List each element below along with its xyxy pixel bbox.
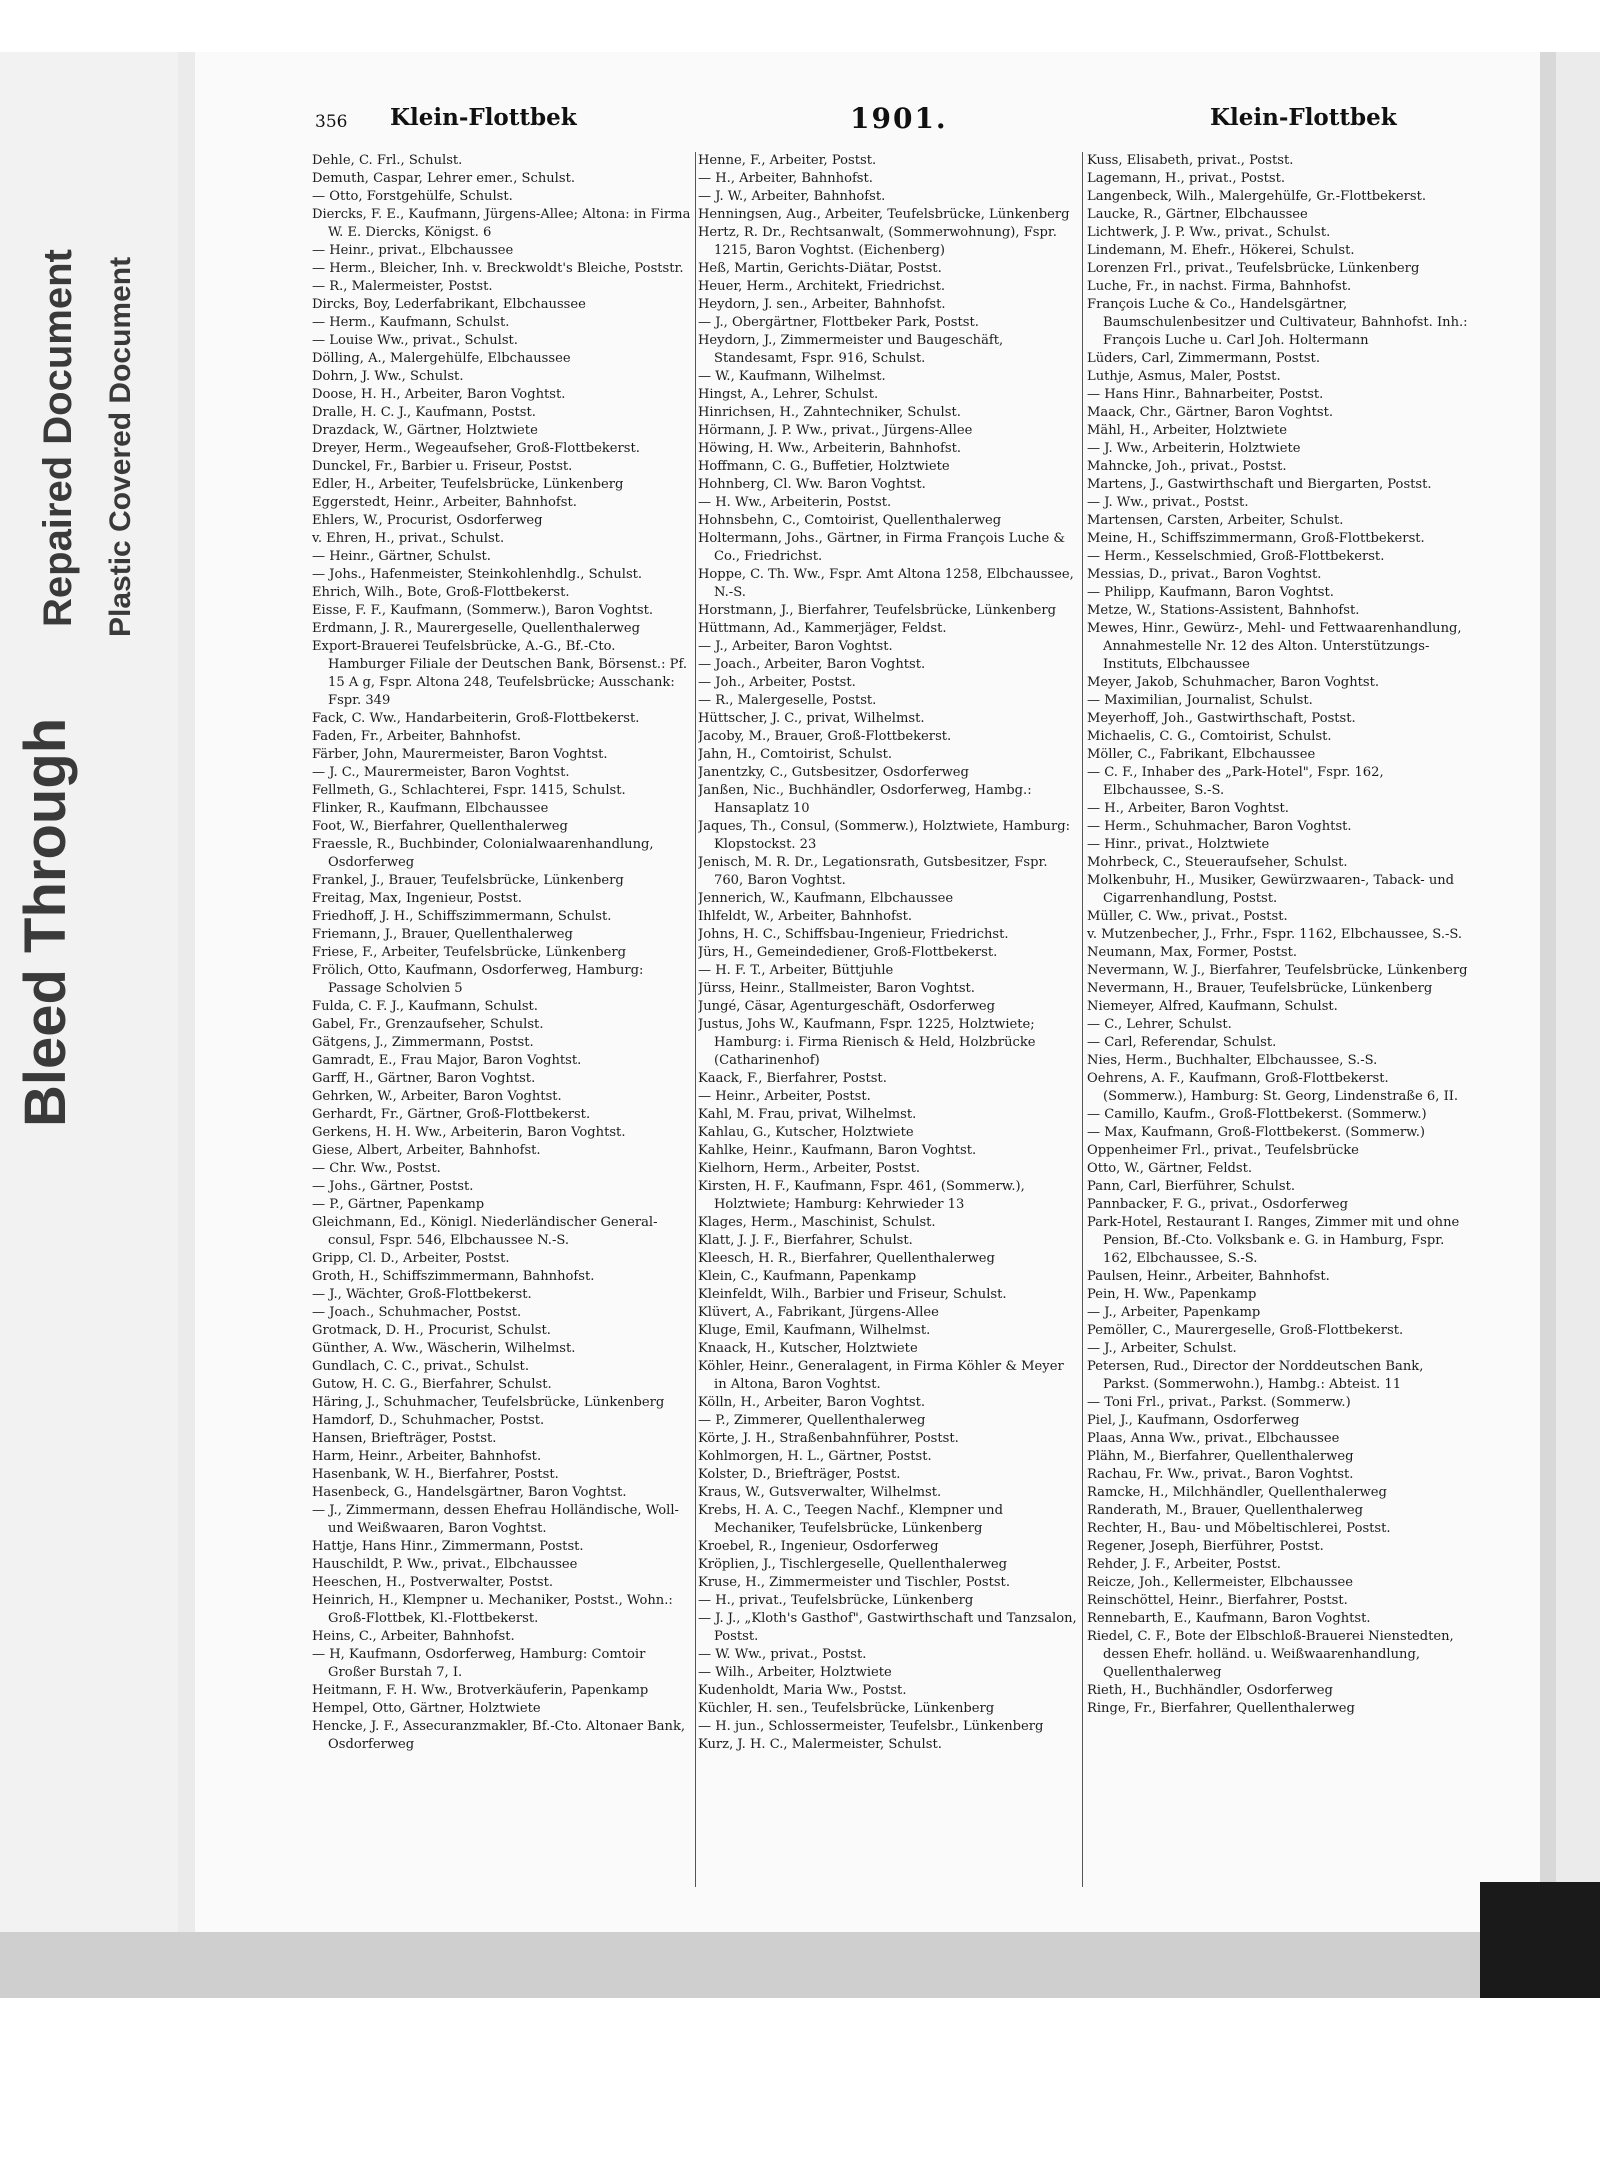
directory-entry: Hasenbank, W. H., Bierfahrer, Postst. — [312, 1467, 559, 1482]
directory-entry: Fraessle, R., Buchbinder, Colonialwaarenhandlung, Osdorferweg — [312, 837, 654, 870]
bottom-band — [0, 1932, 1600, 1998]
directory-entry: Diercks, F. E., Kaufmann, Jürgens-Allee; Altona: in Firma W. E. Diercks, Königst. 6 — [312, 207, 691, 240]
directory-entry: Friese, F., Arbeiter, Teufelsbrücke, Lünkenberg — [312, 945, 627, 960]
directory-entry: — Camillo, Kaufm., Groß-Flottbekerst. (Sommerw.) — [1087, 1107, 1427, 1122]
directory-entry: Kleinfeldt, Wilh., Barbier und Friseur, Schulst. — [698, 1287, 1007, 1302]
directory-entry: Reicze, Joh., Kellermeister, Elbchaussee — [1087, 1575, 1354, 1590]
directory-entry: Fack, C. Ww., Handarbeiterin, Groß-Flottbekerst. — [312, 711, 640, 726]
repaired-document-label: Repaired Document — [36, 249, 80, 627]
scan-background — [0, 52, 1600, 1998]
directory-entry: — J. J., „Kloth's Gasthof", Gastwirthschaft und Tanzsalon, Postst. — [698, 1611, 1077, 1644]
directory-entry: Neumann, Max, Former, Postst. — [1087, 945, 1298, 960]
directory-entry: Kaack, F., Bierfahrer, Postst. — [698, 1071, 887, 1086]
directory-entry: Mewes, Hinr., Gewürz-, Mehl- und Fettwaarenhandlung, Annahmestelle Nr. 12 des Alton. Unterstützungs-Instituts, Elbchaussee — [1087, 621, 1462, 672]
directory-entry: Hempel, Otto, Gärtner, Holztwiete — [312, 1701, 541, 1716]
directory-entry: Mähl, H., Arbeiter, Holztwiete — [1087, 423, 1288, 438]
directory-entry: — Carl, Referendar, Schulst. — [1087, 1035, 1277, 1050]
directory-entry: — W., Kaufmann, Wilhelmst. — [698, 369, 886, 384]
directory-entry: — R., Malergeselle, Postst. — [698, 693, 877, 708]
directory-entry: — Joach., Schuhmacher, Postst. — [312, 1305, 522, 1320]
directory-entry: — Herm., Kaufmann, Schulst. — [312, 315, 510, 330]
directory-entry: — Joach., Arbeiter, Baron Voghtst. — [698, 657, 926, 672]
directory-entry: Dölling, A., Malergehülfe, Elbchaussee — [312, 351, 571, 366]
header-left-title: Klein-Flottbek — [390, 104, 577, 131]
directory-entry: Janentzky, C., Gutsbesitzer, Osdorferweg — [698, 765, 969, 780]
directory-entry: Heß, Martin, Gerichts-Diätar, Postst. — [698, 261, 942, 276]
directory-entry: — Wilh., Arbeiter, Holztwiete — [698, 1665, 892, 1680]
directory-entry: Hansen, Briefträger, Postst. — [312, 1431, 497, 1446]
directory-entry: Dehle, C. Frl., Schulst. — [312, 153, 463, 168]
directory-entry: Kluge, Emil, Kaufmann, Wilhelmst. — [698, 1323, 931, 1338]
directory-entry: — P., Zimmerer, Quellenthalerweg — [698, 1413, 926, 1428]
directory-entry: Lorenzen Frl., privat., Teufelsbrücke, Lünkenberg — [1087, 261, 1420, 276]
directory-entry: Dohrn, J. Ww., Schulst. — [312, 369, 464, 384]
directory-entry: Luthje, Asmus, Maler, Postst. — [1087, 369, 1281, 384]
directory-entry: Heydorn, J. sen., Arbeiter, Bahnhofst. — [698, 297, 946, 312]
directory-entry: Plähn, M., Bierfahrer, Quellenthalerweg — [1087, 1449, 1354, 1464]
directory-entry: — J. Ww., privat., Postst. — [1087, 495, 1249, 510]
directory-entry: Edler, H., Arbeiter, Teufelsbrücke, Lünkenberg — [312, 477, 624, 492]
directory-entry: Klein, C., Kaufmann, Papenkamp — [698, 1269, 917, 1284]
directory-entry: Jungé, Cäsar, Agenturgeschäft, Osdorferweg — [698, 999, 996, 1014]
directory-entry: Garff, H., Gärtner, Baron Voghtst. — [312, 1071, 536, 1086]
directory-entry: — J. W., Arbeiter, Bahnhofst. — [698, 189, 886, 204]
directory-entry: Gundlach, C. C., privat., Schulst. — [312, 1359, 529, 1374]
directory-entry: — H. F. T., Arbeiter, Büttjuhle — [698, 963, 894, 978]
directory-entry: — Heinr., privat., Elbchaussee — [312, 243, 514, 258]
directory-entry: Kroebel, R., Ingenieur, Osdorferweg — [698, 1539, 939, 1554]
label-strip — [0, 52, 178, 1998]
directory-entry: Pemöller, C., Maurergeselle, Groß-Flottbekerst. — [1087, 1323, 1404, 1338]
directory-entry: Lüders, Carl, Zimmermann, Postst. — [1087, 351, 1320, 366]
directory-entry: Heitmann, F. H. Ww., Brotverkäuferin, Papenkamp — [312, 1683, 649, 1698]
directory-entry: Luche, Fr., in nachst. Firma, Bahnhofst. — [1087, 279, 1352, 294]
directory-entry: Rachau, Fr. Ww., privat., Baron Voghtst. — [1087, 1467, 1354, 1482]
directory-column-2 — [698, 152, 1080, 1887]
directory-entry: Färber, John, Maurermeister, Baron Voghtst. — [312, 747, 608, 762]
directory-entry: Molkenbuhr, H., Musiker, Gewürzwaaren-, Taback- und Cigarrenhandlung, Postst. — [1087, 873, 1455, 906]
page-header — [315, 102, 1405, 150]
directory-entry: Petersen, Rud., Director der Norddeutschen Bank, Parkst. (Sommerwohn.), Hambg.: Abteist. 11 — [1087, 1359, 1424, 1392]
directory-entry: Kölln, H., Arbeiter, Baron Voghtst. — [698, 1395, 926, 1410]
directory-entry: Hörmann, J. P. Ww., privat., Jürgens-Allee — [698, 423, 973, 438]
directory-entry: — Toni Frl., privat., Parkst. (Sommerw.) — [1087, 1395, 1351, 1410]
directory-entry: Jaques, Th., Consul, (Sommerw.), Holztwiete, Hamburg: Klopstockst. 23 — [698, 819, 1071, 852]
directory-entry: Nevermann, H., Brauer, Teufelsbrücke, Lünkenberg — [1087, 981, 1433, 996]
directory-entry: Kraus, W., Gutsverwalter, Wilhelmst. — [698, 1485, 942, 1500]
directory-entry: Friedhoff, J. H., Schiffszimmermann, Schulst. — [312, 909, 612, 924]
directory-entry: Freitag, Max, Ingenieur, Postst. — [312, 891, 522, 906]
directory-entry: Möller, C., Fabrikant, Elbchaussee — [1087, 747, 1316, 762]
directory-entry: Jennerich, W., Kaufmann, Elbchaussee — [698, 891, 954, 906]
directory-entry: Gleichmann, Ed., Königl. Niederländischer General-consul, Fspr. 546, Elbchaussee N.-S. — [312, 1215, 658, 1248]
page-number: 356 — [315, 112, 348, 132]
directory-entry: Gripp, Cl. D., Arbeiter, Postst. — [312, 1251, 510, 1266]
directory-entry: Ringe, Fr., Bierfahrer, Quellenthalerweg — [1087, 1701, 1355, 1716]
directory-entry: Demuth, Caspar, Lehrer emer., Schulst. — [312, 171, 576, 186]
directory-entry: Hencke, J. F., Assecuranzmakler, Bf.-Cto. Altonaer Bank, Osdorferweg — [312, 1719, 686, 1752]
directory-entry: Pannbacker, F. G., privat., Osdorferweg — [1087, 1197, 1349, 1212]
directory-entry: Reinschöttel, Heinr., Bierfahrer, Postst. — [1087, 1593, 1348, 1608]
directory-entry: Dralle, H. C. J., Kaufmann, Postst. — [312, 405, 536, 420]
directory-entry: — C. F., Inhaber des „Park-Hotel", Fspr. 162, Elbchaussee, S.-S. — [1087, 765, 1384, 798]
directory-entry: Heinrich, H., Klempner u. Mechaniker, Postst., Wohn.: Groß-Flottbek, Kl.-Flottbekerst. — [312, 1593, 673, 1626]
directory-entry: Müller, C. Ww., privat., Postst. — [1087, 909, 1288, 924]
directory-entry: Messias, D., privat., Baron Voghtst. — [1087, 567, 1322, 582]
directory-entry: François Luche & Co., Handelsgärtner, Baumschulenbesitzer und Cultivateur, Bahnhofst. Inh.: François Luche u. Carl Joh. Holtermann — [1087, 297, 1468, 348]
directory-entry: Gutow, H. C. G., Bierfahrer, Schulst. — [312, 1377, 552, 1392]
directory-entry: Meyerhoff, Joh., Gastwirthschaft, Postst. — [1087, 711, 1356, 726]
directory-entry: Foot, W., Bierfahrer, Quellenthalerweg — [312, 819, 568, 834]
directory-entry: Frankel, J., Brauer, Teufelsbrücke, Lünkenberg — [312, 873, 624, 888]
directory-entry: Meyer, Jakob, Schuhmacher, Baron Voghtst. — [1087, 675, 1380, 690]
directory-entry: Niemeyer, Alfred, Kaufmann, Schulst. — [1087, 999, 1338, 1014]
directory-entry: — H., Arbeiter, Bahnhofst. — [698, 171, 873, 186]
directory-entry: Gätgens, J., Zimmermann, Postst. — [312, 1035, 534, 1050]
directory-entry: Nies, Herm., Buchhalter, Elbchaussee, S.-S. — [1087, 1053, 1378, 1068]
directory-entry: Jacoby, M., Brauer, Groß-Flottbekerst. — [698, 729, 952, 744]
directory-entry: Jürs, H., Gemeindediener, Groß-Flottbekerst. — [698, 945, 998, 960]
directory-entry: — J., Zimmermann, dessen Ehefrau Holländische, Woll- und Weißwaaren, Baron Voghtst. — [312, 1503, 679, 1536]
directory-entry: — J. Ww., Arbeiterin, Holztwiete — [1087, 441, 1301, 456]
directory-entry: — J., Arbeiter, Baron Voghtst. — [698, 639, 893, 654]
directory-entry: Hingst, A., Lehrer, Schulst. — [698, 387, 879, 402]
directory-entry: Kahlke, Heinr., Kaufmann, Baron Voghtst. — [698, 1143, 977, 1158]
directory-entry: Gamradt, E., Frau Major, Baron Voghtst. — [312, 1053, 582, 1068]
directory-entry: — Maximilian, Journalist, Schulst. — [1087, 693, 1313, 708]
directory-entry: Piel, J., Kaufmann, Osdorferweg — [1087, 1413, 1300, 1428]
directory-entry: Doose, H. H., Arbeiter, Baron Voghtst. — [312, 387, 566, 402]
directory-entry: Langenbeck, Wilh., Malergehülfe, Gr.-Flottbekerst. — [1087, 189, 1427, 204]
directory-entry: — R., Malermeister, Postst. — [312, 279, 493, 294]
directory-entry: — C., Lehrer, Schulst. — [1087, 1017, 1232, 1032]
directory-entry: Plaas, Anna Ww., privat., Elbchaussee — [1087, 1431, 1340, 1446]
directory-entry: Horstmann, J., Bierfahrer, Teufelsbrücke, Lünkenberg — [698, 603, 1056, 618]
directory-entry: Heydorn, J., Zimmermeister und Baugeschäft, Standesamt, Fspr. 916, Schulst. — [698, 333, 1004, 366]
directory-entry: Randerath, M., Brauer, Quellenthalerweg — [1087, 1503, 1364, 1518]
directory-entry: Mohrbeck, C., Steueraufseher, Schulst. — [1087, 855, 1348, 870]
page-right-edge — [1540, 52, 1556, 1882]
directory-entry: — Philipp, Kaufmann, Baron Voghtst. — [1087, 585, 1334, 600]
directory-entry: Klüvert, A., Fabrikant, Jürgens-Allee — [698, 1305, 939, 1320]
directory-entry: Eisse, F. F., Kaufmann, (Sommerw.), Baron Voghtst. — [312, 603, 654, 618]
directory-entry: Kruse, H., Zimmermeister und Tischler, Postst. — [698, 1575, 1010, 1590]
directory-entry: Gabel, Fr., Grenzaufseher, Schulst. — [312, 1017, 544, 1032]
directory-entry: Kleesch, H. R., Bierfahrer, Quellenthalerweg — [698, 1251, 995, 1266]
directory-entry: Dreyer, Herm., Wegeaufseher, Groß-Flottbekerst. — [312, 441, 640, 456]
directory-entry: Gerkens, H. H. Ww., Arbeiterin, Baron Voghtst. — [312, 1125, 626, 1140]
directory-entry: Paulsen, Heinr., Arbeiter, Bahnhofst. — [1087, 1269, 1330, 1284]
directory-entry: Kielhorn, Herm., Arbeiter, Postst. — [698, 1161, 921, 1176]
directory-entry: Rennebarth, E., Kaufmann, Baron Voghtst. — [1087, 1611, 1371, 1626]
directory-entry: Fellmeth, G., Schlachterei, Fspr. 1415, Schulst. — [312, 783, 626, 798]
directory-entry: Eggerstedt, Heinr., Arbeiter, Bahnhofst. — [312, 495, 577, 510]
directory-entry: Flinker, R., Kaufmann, Elbchaussee — [312, 801, 549, 816]
directory-entry: — Hans Hinr., Bahnarbeiter, Postst. — [1087, 387, 1324, 402]
directory-entry: Gehrken, W., Arbeiter, Baron Voghtst. — [312, 1089, 562, 1104]
directory-entry: Laucke, R., Gärtner, Elbchaussee — [1087, 207, 1308, 222]
directory-entry: Hertz, R. Dr., Rechtsanwalt, (Sommerwohnung), Fspr. 1215, Baron Voghtst. (Eichenberg) — [698, 225, 1057, 258]
directory-entry: Henningsen, Aug., Arbeiter, Teufelsbrücke, Lünkenberg — [698, 207, 1070, 222]
directory-entry: v. Ehren, H., privat., Schulst. — [312, 531, 505, 546]
directory-entry: Riedel, C. F., Bote der Elbschloß-Brauerei Nienstedten, dessen Ehefr. holländ. u. Weißwaarenhandlung, Quellenthalerweg — [1087, 1629, 1454, 1680]
directory-entry: Erdmann, J. R., Maurergeselle, Quellenthalerweg — [312, 621, 640, 636]
directory-entry: Jahn, H., Comtoirist, Schulst. — [698, 747, 893, 762]
directory-entry: Ehlers, W., Procurist, Osdorferweg — [312, 513, 543, 528]
directory-entry: — J. C., Maurermeister, Baron Voghtst. — [312, 765, 570, 780]
directory-entry: — Heinr., Gärtner, Schulst. — [312, 549, 491, 564]
directory-entry: Rechter, H., Bau- und Möbeltischlerei, Postst. — [1087, 1521, 1391, 1536]
directory-entry: Heuer, Herm., Architekt, Friedrichst. — [698, 279, 946, 294]
directory-entry: Janßen, Nic., Buchhändler, Osdorferweg, Hambg.: Hansaplatz 10 — [698, 783, 1032, 816]
directory-entry: Gerhardt, Fr., Gärtner, Groß-Flottbekerst. — [312, 1107, 591, 1122]
directory-entry: Maack, Chr., Gärtner, Baron Voghtst. — [1087, 405, 1334, 420]
directory-entry: Kohlmorgen, H. L., Gärtner, Postst. — [698, 1449, 932, 1464]
directory-entry: Kudenholdt, Maria Ww., Postst. — [698, 1683, 907, 1698]
directory-entry: Höwing, H. Ww., Arbeiterin, Bahnhofst. — [698, 441, 962, 456]
directory-entry: Jürss, Heinr., Stallmeister, Baron Voghtst. — [698, 981, 975, 996]
directory-entry: Fulda, C. F. J., Kaufmann, Schulst. — [312, 999, 538, 1014]
directory-entry: Knaack, H., Kutscher, Holztwiete — [698, 1341, 918, 1356]
directory-entry: Martens, J., Gastwirthschaft und Biergarten, Postst. — [1087, 477, 1432, 492]
directory-entry: Martensen, Carsten, Arbeiter, Schulst. — [1087, 513, 1344, 528]
directory-entry: — Herm., Bleicher, Inh. v. Breckwoldt's Bleiche, Poststr. — [312, 261, 684, 276]
directory-entry: Giese, Albert, Arbeiter, Bahnhofst. — [312, 1143, 541, 1158]
directory-entry: Kirsten, H. F., Kaufmann, Fspr. 461, (Sommerw.), Holztwiete; Hamburg: Kehrwieder 13 — [698, 1179, 1025, 1212]
directory-entry: Hamdorf, D., Schuhmacher, Postst. — [312, 1413, 545, 1428]
directory-entry: Holtermann, Johs., Gärtner, in Firma François Luche & Co., Friedrichst. — [698, 531, 1066, 564]
directory-entry: Grotmack, D. H., Procurist, Schulst. — [312, 1323, 551, 1338]
directory-entry: Hattje, Hans Hinr., Zimmermann, Postst. — [312, 1539, 584, 1554]
directory-entry: — Johs., Hafenmeister, Steinkohlenhdlg., Schulst. — [312, 567, 643, 582]
directory-entry: — Heinr., Arbeiter, Postst. — [698, 1089, 871, 1104]
directory-entry: Hasenbeck, G., Handelsgärtner, Baron Voghtst. — [312, 1485, 627, 1500]
directory-entry: Hinrichsen, H., Zahntechniker, Schulst. — [698, 405, 961, 420]
directory-entry: Günther, A. Ww., Wäscherin, Wilhelmst. — [312, 1341, 576, 1356]
directory-entry: — Max, Kaufmann, Groß-Flottbekerst. (Sommerw.) — [1087, 1125, 1426, 1140]
directory-entry: — P., Gärtner, Papenkamp — [312, 1197, 485, 1212]
directory-entry: — Joh., Arbeiter, Postst. — [698, 675, 856, 690]
directory-entry: Lagemann, H., privat., Postst. — [1087, 171, 1286, 186]
directory-entry: Kolster, D., Briefträger, Postst. — [698, 1467, 901, 1482]
directory-entry: — Herm., Schuhmacher, Baron Voghtst. — [1087, 819, 1352, 834]
directory-entry: Hohnberg, Cl. Ww. Baron Voghtst. — [698, 477, 926, 492]
plastic-covered-label: Plastic Covered Document — [104, 256, 137, 637]
directory-entry: Oppenheimer Frl., privat., Teufelsbrücke — [1087, 1143, 1359, 1158]
directory-entry: — W. Ww., privat., Postst. — [698, 1647, 867, 1662]
directory-entry: Kahlau, G., Kutscher, Holztwiete — [698, 1125, 914, 1140]
directory-entry: — J., Wächter, Groß-Flottbekerst. — [312, 1287, 532, 1302]
directory-entry: Häring, J., Schuhmacher, Teufelsbrücke, Lünkenberg — [312, 1395, 665, 1410]
directory-column-1 — [312, 152, 694, 1887]
directory-entry: Otto, W., Gärtner, Feldst. — [1087, 1161, 1253, 1176]
directory-entry: — H. Ww., Arbeiterin, Postst. — [698, 495, 892, 510]
directory-entry: Pein, H. Ww., Papenkamp — [1087, 1287, 1257, 1302]
directory-entry: — Chr. Ww., Postst. — [312, 1161, 441, 1176]
directory-entry: — Johs., Gärtner, Postst. — [312, 1179, 474, 1194]
directory-entry: Frölich, Otto, Kaufmann, Osdorferweg, Hamburg: Passage Scholvien 5 — [312, 963, 644, 996]
directory-entry: Drazdack, W., Gärtner, Holztwiete — [312, 423, 538, 438]
directory-entry: Kahl, M. Frau, privat, Wilhelmst. — [698, 1107, 917, 1122]
directory-entry: Regener, Joseph, Bierführer, Postst. — [1087, 1539, 1324, 1554]
directory-entry: Justus, Johs W., Kaufmann, Fspr. 1225, Holztwiete; Hamburg: i. Firma Rienisch & Held, Holzbrücke (Catharinenhof) — [698, 1017, 1036, 1068]
directory-entry: Pann, Carl, Bierführer, Schulst. — [1087, 1179, 1295, 1194]
directory-entry: Lichtwerk, J. P. Ww., privat., Schulst. — [1087, 225, 1331, 240]
directory-entry: — Hinr., privat., Holztwiete — [1087, 837, 1270, 852]
directory-entry: Heeschen, H., Postverwalter, Postst. — [312, 1575, 554, 1590]
directory-entry: Faden, Fr., Arbeiter, Bahnhofst. — [312, 729, 522, 744]
directory-entry: Ehrich, Wilh., Bote, Groß-Flottbekerst. — [312, 585, 570, 600]
directory-entry: Hauschildt, P. Ww., privat., Elbchaussee — [312, 1557, 578, 1572]
directory-entry: — H., privat., Teufelsbrücke, Lünkenberg — [698, 1593, 974, 1608]
directory-entry: — J., Arbeiter, Papenkamp — [1087, 1305, 1261, 1320]
directory-entry: Harm, Heinr., Arbeiter, Bahnhofst. — [312, 1449, 542, 1464]
directory-entry: — J., Arbeiter, Schulst. — [1087, 1341, 1237, 1356]
directory-entry: Export-Brauerei Teufelsbrücke, A.-G., Bf.-Cto. Hamburger Filiale der Deutschen Bank, Börsenst.: Pf. 15 A g, Fspr. Altona 248, Teufelsbrücke; Ausschank: Fspr. 349 — [312, 639, 687, 708]
directory-entry: Ramcke, H., Milchhändler, Quellenthalerweg — [1087, 1485, 1387, 1500]
directory-entry: Nevermann, W. J., Bierfahrer, Teufelsbrücke, Lünkenberg — [1087, 963, 1468, 978]
header-right-title: Klein-Flottbek — [1210, 104, 1397, 131]
directory-entry: Henne, F., Arbeiter, Postst. — [698, 153, 877, 168]
directory-entry: Kuss, Elisabeth, privat., Postst. — [1087, 153, 1294, 168]
directory-entry: Hohnsbehn, C., Comtoirist, Quellenthalerweg — [698, 513, 1002, 528]
directory-entry: Groth, H., Schiffszimmermann, Bahnhofst. — [312, 1269, 595, 1284]
directory-entry: Friemann, J., Brauer, Quellenthalerweg — [312, 927, 573, 942]
directory-entry: Mahncke, Joh., privat., Postst. — [1087, 459, 1287, 474]
directory-entry: Metze, W., Stations-Assistent, Bahnhofst. — [1087, 603, 1360, 618]
directory-entry: Dircks, Boy, Lederfabrikant, Elbchaussee — [312, 297, 586, 312]
column-rule — [1082, 152, 1083, 1887]
directory-entry: — H. jun., Schlossermeister, Teufelsbr., Lünkenberg — [698, 1719, 1044, 1734]
directory-entry: Park-Hotel, Restaurant I. Ranges, Zimmer mit und ohne Pension, Bf.-Cto. Volksbank e. G. in Hamburg, Fspr. 162, Elbchaussee, S.-S. — [1087, 1215, 1460, 1266]
directory-entry: Hüttscher, J. C., privat, Wilhelmst. — [698, 711, 925, 726]
directory-entry: Oehrens, A. F., Kaufmann, Groß-Flottbekerst. (Sommerw.), Hamburg: St. Georg, Lindenstraße 6, II. — [1087, 1071, 1459, 1104]
directory-entry: Körte, J. H., Straßenbahnführer, Postst. — [698, 1431, 959, 1446]
directory-entry: Meine, H., Schiffszimmermann, Groß-Flottbekerst. — [1087, 531, 1425, 546]
directory-entry: Köhler, Heinr., Generalagent, in Firma Köhler & Meyer in Altona, Baron Voghtst. — [698, 1359, 1064, 1392]
directory-entry: Hoffmann, C. G., Buffetier, Holztwiete — [698, 459, 950, 474]
directory-entry: Michaelis, C. G., Comtoirist, Schulst. — [1087, 729, 1332, 744]
directory-entry: — H, Kaufmann, Osdorferweg, Hamburg: Comtoir Großer Burstah 7, I. — [312, 1647, 646, 1680]
directory-entry: Lindemann, M. Ehefr., Hökerei, Schulst. — [1087, 243, 1355, 258]
directory-entry: Jenisch, M. R. Dr., Legationsrath, Gutsbesitzer, Fspr. 760, Baron Voghtst. — [698, 855, 1048, 888]
directory-entry: Kurz, J. H. C., Malermeister, Schulst. — [698, 1737, 942, 1752]
directory-entry: Hoppe, C. Th. Ww., Fspr. Amt Altona 1258, Elbchaussee, N.-S. — [698, 567, 1074, 600]
directory-entry: Hüttmann, Ad., Kammerjäger, Feldst. — [698, 621, 947, 636]
column-rule — [695, 152, 696, 1887]
directory-entry: Krebs, H. A. C., Teegen Nachf., Klempner und Mechaniker, Teufelsbrücke, Lünkenberg — [698, 1503, 1003, 1536]
directory-entry: v. Mutzenbecher, J., Frhr., Fspr. 1162, Elbchaussee, S.-S. — [1087, 927, 1463, 942]
directory-entry: Klages, Herm., Maschinist, Schulst. — [698, 1215, 936, 1230]
directory-entry: Dunckel, Fr., Barbier u. Friseur, Postst. — [312, 459, 573, 474]
directory-entry: — H., Arbeiter, Baron Voghtst. — [1087, 801, 1289, 816]
directory-column-3 — [1087, 152, 1469, 1887]
directory-entry: Rehder, J. F., Arbeiter, Postst. — [1087, 1557, 1281, 1572]
directory-entry: — Louise Ww., privat., Schulst. — [312, 333, 518, 348]
directory-entry: Heins, C., Arbeiter, Bahnhofst. — [312, 1629, 515, 1644]
directory-entry: Johns, H. C., Schiffsbau-Ingenieur, Friedrichst. — [698, 927, 1009, 942]
directory-entry: — Herm., Kesselschmied, Groß-Flottbekerst. — [1087, 549, 1385, 564]
header-year: 1901. — [850, 102, 948, 135]
directory-entry: Klatt, J. J. F., Bierfahrer, Schulst. — [698, 1233, 913, 1248]
dark-corner — [1480, 1882, 1600, 1998]
directory-entry: Rieth, H., Buchhändler, Osdorferweg — [1087, 1683, 1333, 1698]
directory-entry: — Otto, Forstgehülfe, Schulst. — [312, 189, 513, 204]
bleed-through-label: Bleed Through — [13, 717, 78, 1127]
directory-entry: Ihlfeldt, W., Arbeiter, Bahnhofst. — [698, 909, 912, 924]
directory-entry: Kröplien, J., Tischlergeselle, Quellenthalerweg — [698, 1557, 1008, 1572]
directory-entry: Küchler, H. sen., Teufelsbrücke, Lünkenberg — [698, 1701, 995, 1716]
directory-entry: — J., Obergärtner, Flottbeker Park, Postst. — [698, 315, 979, 330]
